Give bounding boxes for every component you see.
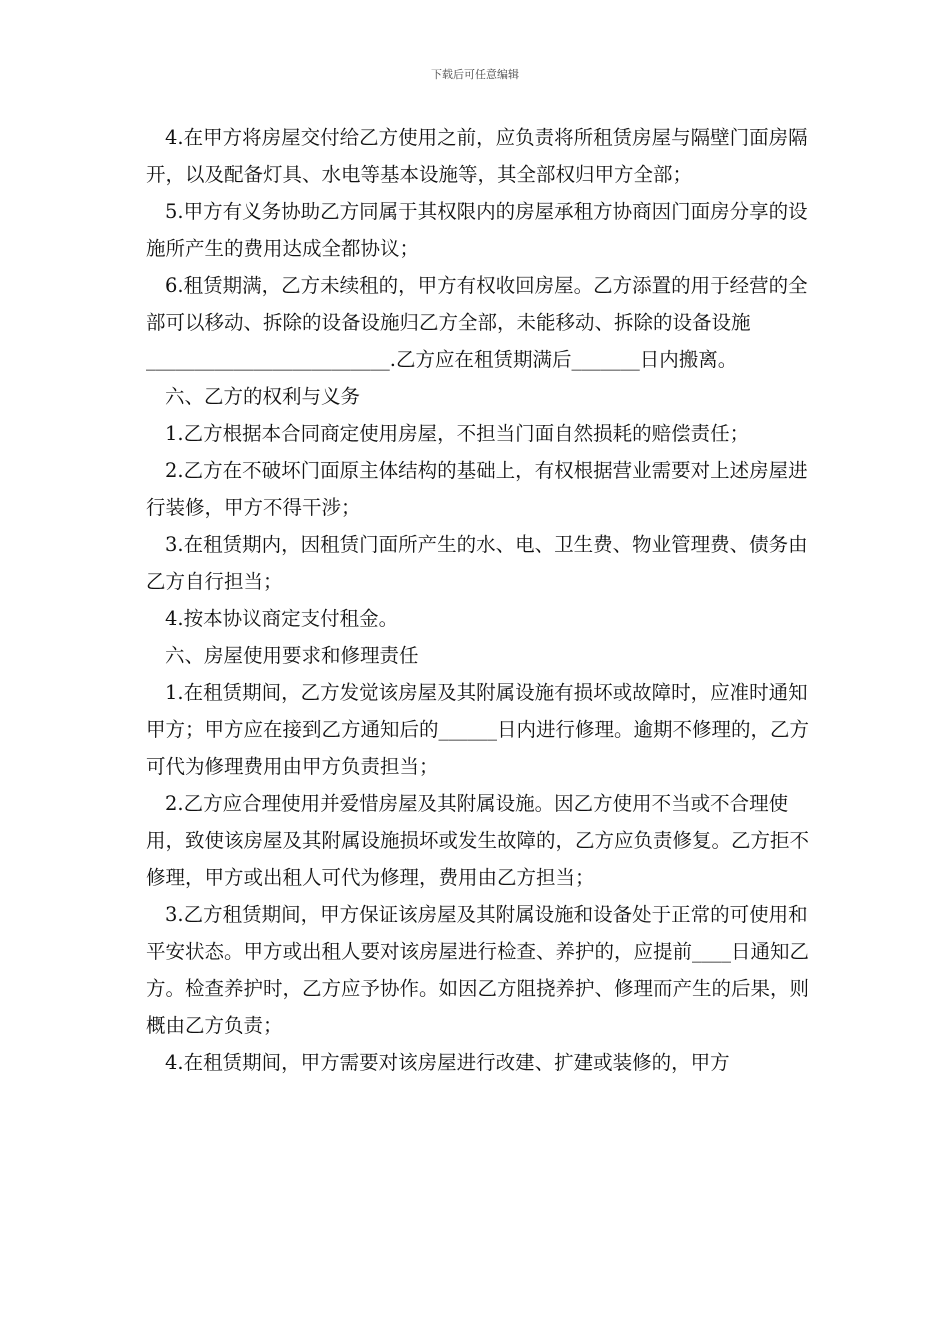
tenant-clause-1: 1.乙方根据本合同商定使用房屋，不担当门面自然损耗的赔偿责任； (165, 422, 750, 445)
section-heading-tenant-rights: 六、乙方的权利与义务 (165, 385, 361, 408)
section-heading-usage-repair: 六、房屋使用要求和修理责任 (165, 644, 419, 667)
repair-clause-3: 3.乙方租赁期间，甲方保证该房屋及其附属设施和设备处于正常的可使用和平安状态。甲方或出租人要对该房屋进行检查、养护的，应提前____日通知乙方。检查养护时，乙方应予协作。如因乙方阻挠养护、修理而产生的后果，则概由乙方负责； (146, 903, 810, 1037)
document-body (146, 119, 822, 1081)
repair-clause-4: 4.在租赁期间，甲方需要对该房屋进行改建、扩建或装修的，甲方 (165, 1051, 730, 1074)
tenant-clause-4: 4.按本协议商定支付租金。 (165, 607, 399, 630)
page-header: 下载后可任意编辑 (431, 68, 519, 81)
clause-5-shared-fees: 5.甲方有义务协助乙方同属于其权限内的房屋承租方协商因门面房分享的设施所产生的费用达成全都协议； (146, 200, 808, 260)
tenant-clause-2: 2.乙方在不破坏门面原主体结构的基础上，有权根据营业需要对上述房屋进行装修，甲方不得干涉； (146, 459, 808, 519)
clause-6-lease-expiry: 6.租赁期满，乙方未续租的，甲方有权收回房屋。乙方添置的用于经营的全部可以移动、拆除的设备设施归乙方全部，未能移动、拆除的设备设施_________________________.乙方应在租赁期满后_______日内搬离。 (146, 274, 808, 371)
tenant-clause-3: 3.在租赁期内，因租赁门面所产生的水、电、卫生费、物业管理费、债务由乙方自行担当； (146, 533, 808, 593)
repair-clause-1: 1.在租赁期间，乙方发觉该房屋及其附属设施有损坏或故障时，应准时通知甲方；甲方应在接到乙方通知后的______日内进行修理。逾期不修理的，乙方可代为修理费用由甲方负责担当； (146, 681, 810, 778)
clause-4-delivery: 4.在甲方将房屋交付给乙方使用之前，应负责将所租赁房屋与隔壁门面房隔开，以及配备灯具、水电等基本设施等，其全部权归甲方全部； (146, 126, 808, 186)
repair-clause-2: 2.乙方应合理使用并爱惜房屋及其附属设施。因乙方使用不当或不合理使用，致使该房屋及其附属设施损坏或发生故障的，乙方应负责修复。乙方拒不修理，甲方或出租人可代为修理，费用由乙方担当； (146, 792, 810, 889)
